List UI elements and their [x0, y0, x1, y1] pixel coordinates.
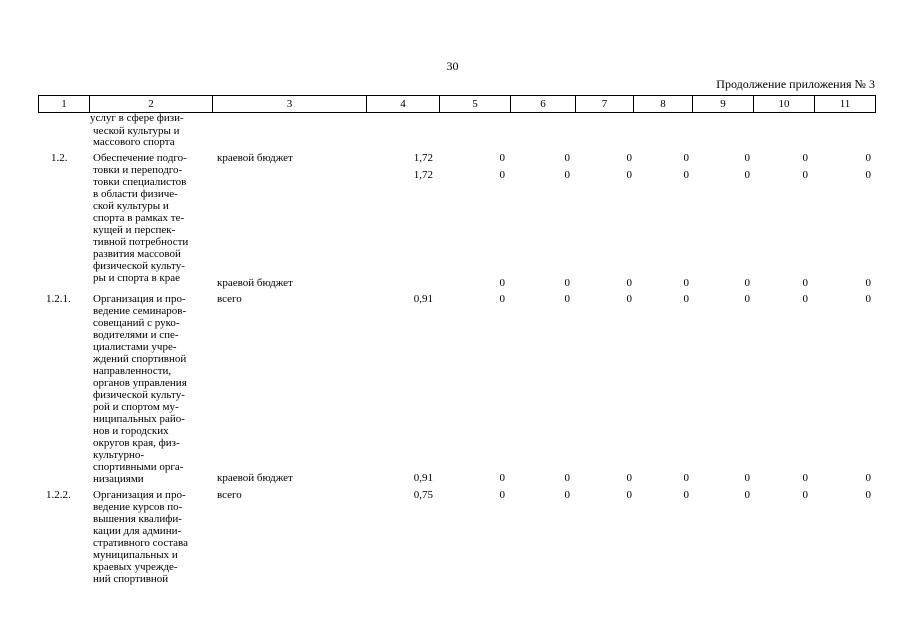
cell-col-7: 0 — [626, 152, 632, 164]
row-name: Обеспечение подго- товки и переподго- товки специалистов в области физиче- ской культуры и спорта в рамках те- кущей и перспек- тивной потребности развития массовой физической культу- ры и спорта в крае — [93, 152, 189, 284]
cell-col-7: 0 — [626, 293, 632, 305]
header-col-10: 10 — [753, 96, 814, 112]
cell-col-11: 0 — [865, 472, 871, 484]
cell-col-9: 0 — [744, 169, 750, 181]
cell-col-11: 0 — [865, 277, 871, 289]
cell-col-9: 0 — [744, 277, 750, 289]
row-code: 1.2.2. — [46, 489, 71, 501]
row-source: краевой бюджет — [217, 472, 293, 484]
cell-col-9: 0 — [744, 293, 750, 305]
cell-col-8: 0 — [683, 169, 689, 181]
cell-col-7: 0 — [626, 277, 632, 289]
cell-col-4: 0,91 — [413, 472, 433, 484]
row-source: краевой бюджет — [217, 277, 293, 289]
cell-col-11: 0 — [865, 489, 871, 501]
table-header — [38, 95, 876, 113]
continuation-note: Продолжение приложения № 3 — [716, 77, 875, 91]
cell-col-10: 0 — [802, 489, 808, 501]
row-code: 1.2.1. — [46, 293, 71, 305]
cell-col-10: 0 — [802, 169, 808, 181]
page-number: 30 — [446, 59, 459, 73]
cell-col-5: 0 — [499, 293, 505, 305]
cell-col-6: 0 — [564, 152, 570, 164]
cell-col-6: 0 — [564, 169, 570, 181]
cell-col-11: 0 — [865, 293, 871, 305]
header-col-5: 5 — [439, 96, 510, 112]
cell-col-7: 0 — [626, 169, 632, 181]
cell-col-7: 0 — [626, 472, 632, 484]
cell-col-8: 0 — [683, 152, 689, 164]
cell-col-4: 0,91 — [413, 293, 433, 305]
header-col-8: 8 — [633, 96, 692, 112]
cell-col-5: 0 — [499, 277, 505, 289]
cell-col-11: 0 — [865, 152, 871, 164]
cell-col-5: 0 — [499, 169, 505, 181]
header-col-6: 6 — [510, 96, 575, 112]
header-col-11: 11 — [814, 96, 875, 112]
cell-col-10: 0 — [802, 293, 808, 305]
header-col-7: 7 — [575, 96, 633, 112]
cell-col-10: 0 — [802, 277, 808, 289]
cut-off-text-line — [90, 113, 220, 125]
cell-col-5: 0 — [499, 152, 505, 164]
header-col-9: 9 — [692, 96, 753, 112]
cell-col-8: 0 — [683, 277, 689, 289]
cell-col-7: 0 — [626, 489, 632, 501]
header-col-2: 2 — [89, 96, 212, 112]
cell-col-4: 1,72 — [413, 169, 433, 181]
row-source: всего — [217, 293, 242, 305]
carry-over-line-1: ческой культуры и — [93, 125, 180, 137]
cell-col-6: 0 — [564, 472, 570, 484]
cell-col-9: 0 — [744, 152, 750, 164]
cell-col-9: 0 — [744, 472, 750, 484]
cell-col-5: 0 — [499, 489, 505, 501]
row-name: Организация и про- ведение курсов по- вышения квалифи- кации для админи- стративного состава муниципальных и краевых учрежде- ний спортивной — [93, 489, 188, 585]
cell-col-6: 0 — [564, 293, 570, 305]
cell-col-6: 0 — [564, 277, 570, 289]
header-col-3: 3 — [212, 96, 366, 112]
cell-col-9: 0 — [744, 489, 750, 501]
row-code: 1.2. — [51, 152, 68, 164]
carry-over-line-2: массового спорта — [93, 136, 175, 148]
cell-col-4: 1,72 — [413, 152, 433, 164]
cell-col-10: 0 — [802, 152, 808, 164]
cell-col-8: 0 — [683, 489, 689, 501]
cell-col-8: 0 — [683, 472, 689, 484]
cut-off-text: услуг в сфере физи- — [90, 113, 184, 124]
header-col-4: 4 — [366, 96, 439, 112]
cell-col-10: 0 — [802, 472, 808, 484]
cell-col-11: 0 — [865, 169, 871, 181]
cell-col-4: 0,75 — [413, 489, 433, 501]
header-col-1: 1 — [61, 98, 67, 110]
row-source: всего — [217, 489, 242, 501]
cell-col-6: 0 — [564, 489, 570, 501]
row-name: Организация и про- ведение семинаров- совещаний с руко- водителями и спе- циалистами учре- ждений спортивной направленности, органов управления физической культу- рой и спортом му- ниципальных райо- нов и городских округов края, физ- культурно- спортивными орга- низациями — [93, 293, 187, 485]
row-source: краевой бюджет — [217, 152, 293, 164]
cell-col-8: 0 — [683, 293, 689, 305]
cell-col-5: 0 — [499, 472, 505, 484]
